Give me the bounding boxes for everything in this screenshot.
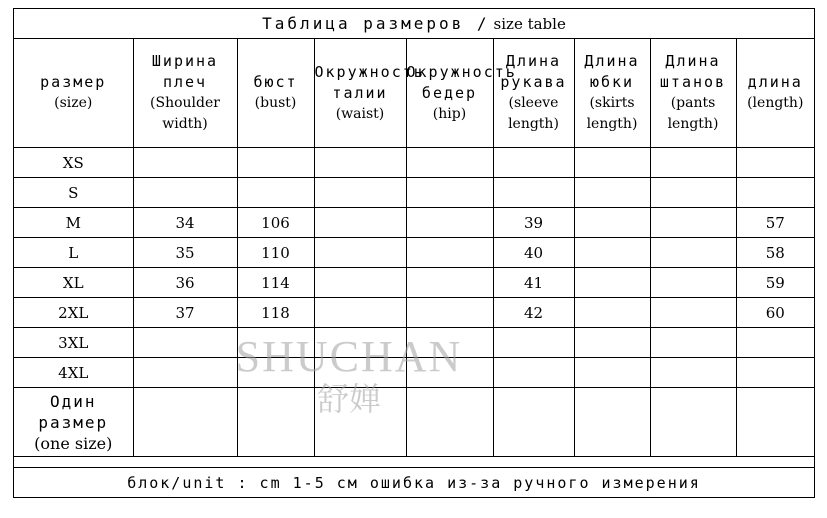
size-label: 4XL [14, 358, 133, 388]
measurement-cell: 114 [237, 268, 314, 298]
measurement-cell [493, 328, 574, 358]
table-row [14, 328, 814, 358]
measurement-cell: 36 [133, 268, 237, 298]
measurement-cell [237, 178, 314, 208]
measurement-cell [314, 148, 406, 178]
measurement-cell [406, 178, 493, 208]
measurement-cell [314, 178, 406, 208]
size-label: S [14, 178, 133, 208]
measurement-cell: 57 [736, 208, 814, 238]
measurement-cell [314, 238, 406, 268]
measurement-cell: 59 [736, 268, 814, 298]
measurement-cell [493, 148, 574, 178]
measurement-cell [650, 328, 736, 358]
measurement-cell [650, 148, 736, 178]
header-sleeve: Длина рукава (sleeve length) [493, 39, 574, 148]
header-row [14, 39, 814, 148]
table-row [14, 208, 814, 238]
measurement-cell [574, 178, 650, 208]
size-label: XS [14, 148, 133, 178]
measurement-cell [493, 178, 574, 208]
title-ru: Таблица размеров / [262, 14, 490, 33]
measurement-cell [133, 148, 237, 178]
table-row [14, 358, 814, 388]
measurement-cell [314, 328, 406, 358]
measurement-cell: 118 [237, 298, 314, 328]
header-waist: Окружность талии (waist) [314, 39, 406, 148]
chart-title [14, 9, 814, 39]
measurement-cell [736, 178, 814, 208]
header-pants: Длина штанов (pants length) [650, 39, 736, 148]
measurement-cell [314, 208, 406, 238]
size-label: 3XL [14, 328, 133, 358]
measurement-cell [133, 178, 237, 208]
header-length: длина (length) [736, 39, 814, 148]
measurement-cell [406, 328, 493, 358]
size-label: XL [14, 268, 133, 298]
one-size-row [14, 388, 814, 457]
size-chart [13, 8, 815, 498]
measurement-cell [650, 238, 736, 268]
measurement-cell [406, 148, 493, 178]
measurement-cell [133, 328, 237, 358]
measurement-cell [650, 268, 736, 298]
size-table [14, 39, 814, 457]
measurement-cell [574, 238, 650, 268]
size-label: L [14, 238, 133, 268]
table-row [14, 298, 814, 328]
header-shoulder: Ширина плеч (Shoulder width) [133, 39, 237, 148]
measurement-cell [650, 358, 736, 388]
measurement-cell: 35 [133, 238, 237, 268]
measurement-cell [650, 208, 736, 238]
measurement-cell [406, 298, 493, 328]
measurement-cell [406, 208, 493, 238]
measurement-cell [574, 208, 650, 238]
measurement-cell: 58 [736, 238, 814, 268]
measurement-cell [650, 298, 736, 328]
measurement-cell [314, 268, 406, 298]
measurement-cell: 34 [133, 208, 237, 238]
measurement-cell [736, 328, 814, 358]
one-size-label: Один размер (one size) [14, 388, 133, 457]
measurement-cell: 39 [493, 208, 574, 238]
measurement-cell: 42 [493, 298, 574, 328]
measurement-cell: 110 [237, 238, 314, 268]
size-label: 2XL [14, 298, 133, 328]
measurement-cell: 37 [133, 298, 237, 328]
measurement-cell: 60 [736, 298, 814, 328]
measurement-cell [406, 358, 493, 388]
title-en: size table [493, 14, 566, 33]
header-skirt: Длина юбки (skirts length) [574, 39, 650, 148]
measurement-cell [574, 148, 650, 178]
table-row [14, 178, 814, 208]
measurement-cell [574, 358, 650, 388]
measurement-cell [493, 358, 574, 388]
measurement-cell [574, 328, 650, 358]
header-hip: Окружность бедер (hip) [406, 39, 493, 148]
measurement-cell [237, 358, 314, 388]
size-label: M [14, 208, 133, 238]
measurement-cell: 40 [493, 238, 574, 268]
measurement-cell: 41 [493, 268, 574, 298]
footer-note: блок/unit : cm 1-5 см ошибка из-за ручного измерения [14, 467, 814, 497]
table-row [14, 148, 814, 178]
measurement-cell [406, 238, 493, 268]
measurement-cell [736, 148, 814, 178]
table-row [14, 268, 814, 298]
table-row [14, 238, 814, 268]
measurement-cell [406, 268, 493, 298]
measurement-cell [133, 358, 237, 388]
measurement-cell [574, 298, 650, 328]
measurement-cell [736, 358, 814, 388]
measurement-cell [650, 178, 736, 208]
watermark-logo: SHUCHAN 舒婵 [235, 332, 463, 418]
header-bust: бюст (bust) [237, 39, 314, 148]
measurement-cell [237, 328, 314, 358]
measurement-cell [314, 298, 406, 328]
measurement-cell [237, 148, 314, 178]
measurement-cell [574, 268, 650, 298]
header-size: размер (size) [14, 39, 133, 148]
measurement-cell [314, 358, 406, 388]
measurement-cell: 106 [237, 208, 314, 238]
